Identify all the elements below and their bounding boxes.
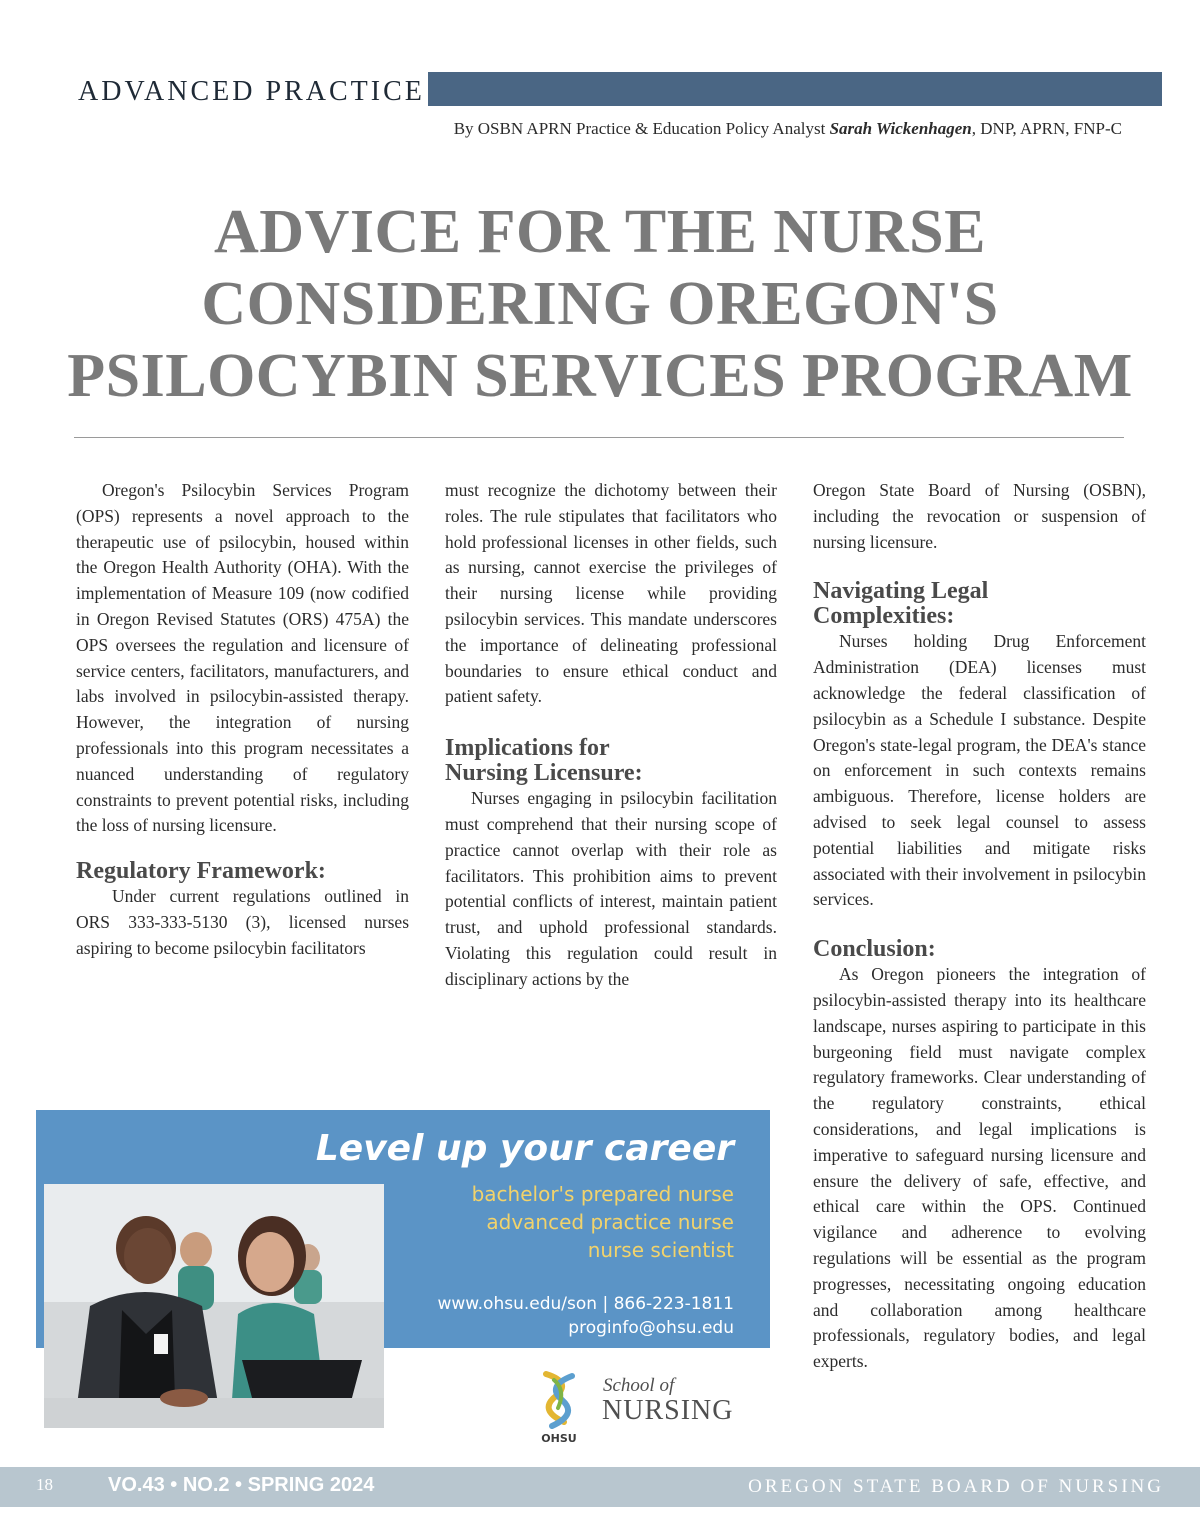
conclusion-heading: Conclusion: <box>813 936 936 963</box>
byline-prefix: By OSBN APRN Practice & Education Policy Analyst <box>453 119 830 138</box>
ad-website-phone[interactable]: www.ohsu.edu/son | 866-223-1811 <box>437 1294 734 1314</box>
section-bar <box>428 72 1162 106</box>
ad-program-list <box>472 1180 734 1264</box>
title-line: CONSIDERING OREGON'S <box>201 270 999 338</box>
nursing-label: NURSING <box>602 1395 734 1426</box>
title-line: PSILOCYBIN SERVICES PROGRAM <box>67 342 1133 410</box>
ad-program-item: nurse scientist <box>587 1238 734 1262</box>
article-column-1 <box>76 478 409 962</box>
conclusion-paragraph: As Oregon pioneers the integration of psilocybin-assisted therapy into its healthcare landscape, nurses aspiring to participate in this burgeoning field must navigate complex regulatory frameworks. Clear understanding of the regulatory constraints, ethical considerations, and legal implications is imperative to safeguard nursing licensure and ensure the delivery of safe, effective, and ethical care within the OPS. Continued vigilance and adherence to evolving regulations will be essential as the program progresses, necessitating ongoing education and collaboration among healthcare professionals, regulatory bodies, and legal experts. <box>813 964 1146 1372</box>
legal-paragraph: Nurses holding Drug Enforcement Administration (DEA) licenses must acknowledge the federal classification of psilocybin as a Schedule I substance. Despite Oregon's state-legal program, the DEA's stance on enforcement in such contexts remains ambiguous. Therefore, license holders are advised to seek legal counsel to assess potential liabilities and mitigate risks associated with their involvement in psilocybin services. <box>813 631 1146 910</box>
issue-info: VO.43 • NO.2 • SPRING 2024 <box>108 1474 375 1496</box>
school-of-label: School of <box>603 1375 675 1396</box>
legal-heading-line: Navigating Legal <box>813 578 989 605</box>
ohsu-logo <box>528 1368 590 1446</box>
ad-program-item: bachelor's prepared nurse <box>471 1182 734 1206</box>
intro-paragraph: Oregon's Psilocybin Services Program (OPS) represents a novel approach to the therapeutic use of psilocybin, housed within the Oregon Health Authority (OHA). With the implementation of Measure 109 (now codified in Oregon Revised Statutes (ORS) 475A) the OPS oversees the regulation and licensure of service centers, facilitators, manufacturers, and labs involved in psilocybin-assisted therapy. However, the integration of nursing professionals into this program necessitates a nuanced understanding of regulatory constraints to prevent potential risks, including the loss of nursing licensure. <box>76 480 409 836</box>
regulatory-paragraph: Under current regulations outlined in ORS 333-333-5130 (3), licensed nurses aspiring to become psilocybin facilitators <box>76 886 409 958</box>
article-column-2 <box>445 478 777 993</box>
implications-paragraph-continued: Oregon State Board of Nursing (OSBN), including the revocation or suspension of nursing licensure. <box>813 480 1146 552</box>
helix-logo-icon <box>528 1368 590 1446</box>
ohsu-logo-text: OHSU <box>541 1432 577 1445</box>
regulatory-paragraph-continued: must recognize the dichotomy between their roles. The rule stipulates that facilitators who hold professional licenses in other fields, such as nursing, cannot exercise the privileges of their nursing license while providing psilocybin services. This mandate underscores the importance of delineating professional boundaries to ensure ethical conduct and patient safety. <box>445 480 777 707</box>
ad-contact <box>437 1292 734 1340</box>
page-footer <box>0 1467 1200 1507</box>
legal-heading <box>813 579 1146 629</box>
students-photo-illustration <box>44 1184 384 1428</box>
regulatory-heading: Regulatory Framework: <box>76 858 326 885</box>
implications-paragraph: Nurses engaging in psilocybin facilitation must comprehend that their nursing scope of practice cannot overlap with their role as facilitators. This prohibition aims to prevent potential conflicts of interest, maintain patient trust, and uphold professional standards. Violating this regulation could result in disciplinary actions by the <box>445 788 777 989</box>
ad-program-item: advanced practice nurse <box>486 1210 734 1234</box>
section-label: ADVANCED PRACTICE <box>78 76 425 107</box>
ad-email[interactable]: proginfo@ohsu.edu <box>568 1318 734 1338</box>
author-name: Sarah Wickenhagen <box>829 119 972 138</box>
article-title <box>40 196 1160 412</box>
page-number: 18 <box>36 1475 53 1494</box>
implications-heading-line: Nursing Licensure: <box>445 760 643 787</box>
title-divider <box>74 437 1124 438</box>
ad-headline: Level up your career <box>315 1128 734 1169</box>
implications-heading <box>445 736 777 786</box>
legal-heading-line: Complexities: <box>813 603 955 630</box>
byline <box>454 119 1122 139</box>
title-line: ADVICE FOR THE NURSE <box>214 198 986 266</box>
author-credentials: , DNP, APRN, FNP-C <box>971 119 1122 138</box>
implications-heading-line: Implications for <box>445 735 610 762</box>
article-column-3 <box>813 478 1146 1375</box>
students-photo <box>44 1184 384 1428</box>
publication-name: OREGON STATE BOARD OF NURSING <box>748 1476 1164 1497</box>
